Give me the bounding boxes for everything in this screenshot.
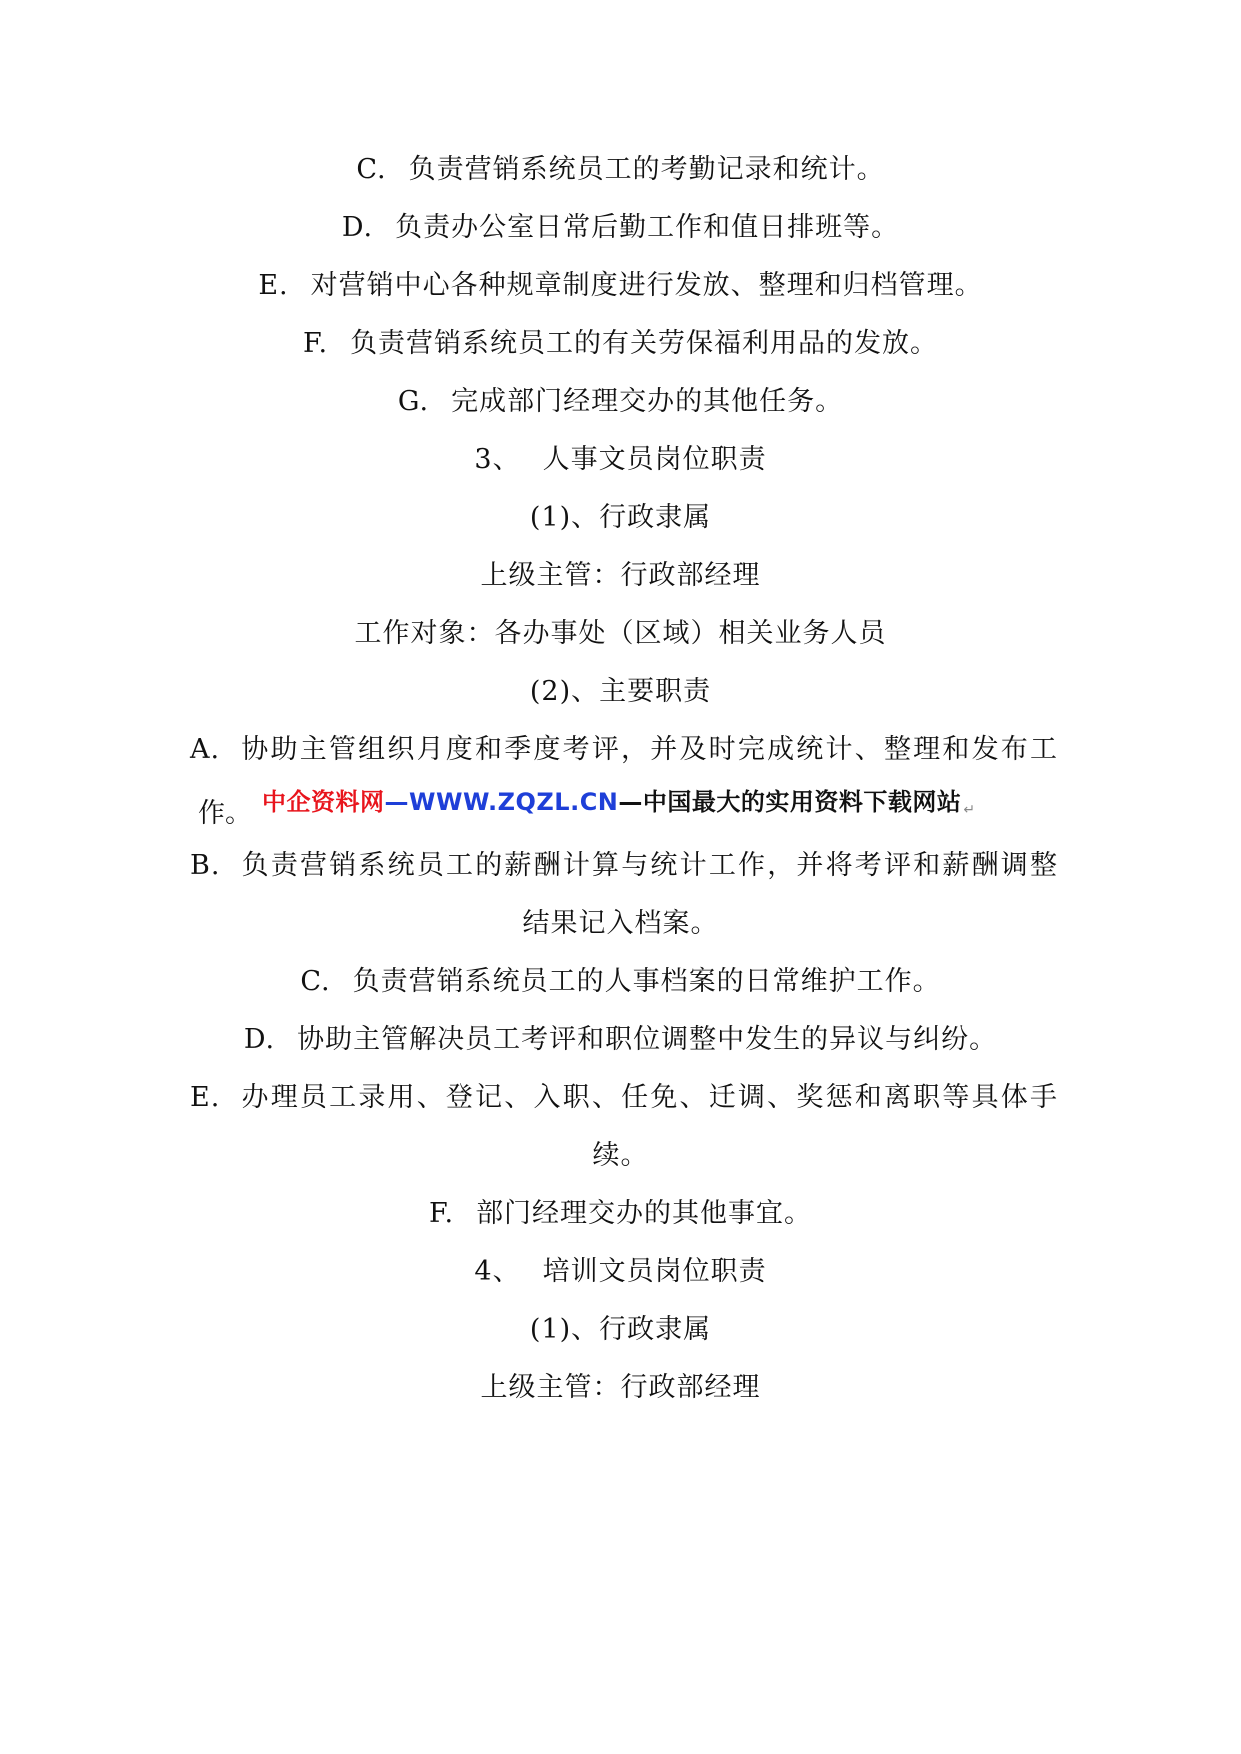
- watermark-dash: —: [384, 788, 409, 816]
- item-text: 办理员工录用、登记、入职、任免、迁调、奖惩和离职等具体手: [240, 1082, 1058, 1113]
- work-target-line: 工作对象：各办事处（区域）相关业务人员: [354, 618, 887, 649]
- section-number: 4、: [474, 1256, 521, 1287]
- section-heading-hr-clerk: [0, 442, 1241, 478]
- supervisor-line: 上级主管：行政部经理: [480, 1372, 761, 1403]
- item-label: E.: [258, 270, 289, 301]
- section-title: 培训文员岗位职责: [542, 1256, 767, 1287]
- watermark-banner: [262, 786, 976, 826]
- item-text: 负责营销系统员工的考勤记录和统计。: [408, 154, 885, 185]
- subheading-admin-affiliation: (1)、行政隶属: [529, 1314, 712, 1345]
- section-number: 3、: [474, 444, 521, 475]
- watermark-slogan: 中国最大的实用资料下载网站: [642, 788, 962, 816]
- item-g-other-tasks: [0, 384, 1241, 420]
- item-label: F.: [302, 328, 329, 359]
- item-d-logistics: [0, 210, 1241, 246]
- item-text: 负责营销系统员工的薪酬计算与统计工作，并将考评和薪酬调整: [240, 850, 1058, 881]
- section-title: 人事文员岗位职责: [542, 444, 767, 475]
- item-e-procedures: [190, 1080, 1058, 1116]
- watermark-dash: —: [618, 788, 643, 816]
- item-c-personnel-files: [0, 964, 1241, 1000]
- item-text: 部门经理交办的其他事宜。: [476, 1198, 813, 1229]
- item-label: C.: [300, 966, 331, 997]
- item-label: D.: [341, 212, 374, 243]
- item-a-continuation: 作。: [198, 798, 252, 829]
- item-b-payroll: [190, 848, 1058, 884]
- item-e-regulations: [0, 268, 1241, 304]
- item-label: F.: [428, 1198, 455, 1229]
- item-c-attendance: [0, 152, 1241, 188]
- subheading-admin-affiliation: (1)、行政隶属: [529, 502, 712, 533]
- item-label: B.: [190, 850, 221, 881]
- watermark-site-name: 中企资料网: [262, 788, 385, 816]
- item-text: 负责营销系统员工的有关劳保福利用品的发放。: [350, 328, 939, 359]
- item-f-other-matters: [0, 1196, 1241, 1232]
- paragraph-mark-icon: ↵: [963, 802, 976, 818]
- watermark-url: WWW.ZQZL.CN: [409, 788, 619, 816]
- item-f-welfare: [0, 326, 1241, 362]
- item-label: D.: [243, 1024, 276, 1055]
- item-text: 完成部门经理交办的其他任务。: [451, 386, 844, 417]
- item-text: 负责办公室日常后勤工作和值日排班等。: [395, 212, 900, 243]
- item-label: A.: [190, 734, 221, 765]
- supervisor-line: 上级主管：行政部经理: [480, 560, 761, 591]
- item-label: G.: [397, 386, 430, 417]
- item-label: E.: [190, 1082, 221, 1113]
- item-b-continuation: 结果记入档案。: [522, 908, 719, 939]
- item-a-appraisal: [190, 732, 1058, 768]
- item-text: 协助主管解决员工考评和职位调整中发生的异议与纠纷。: [297, 1024, 998, 1055]
- subheading-main-duties: (2)、主要职责: [529, 676, 712, 707]
- item-text: 负责营销系统员工的人事档案的日常维护工作。: [352, 966, 941, 997]
- section-heading-training-clerk: [0, 1254, 1241, 1290]
- item-text: 对营销中心各种规章制度进行发放、整理和归档管理。: [310, 270, 983, 301]
- item-e-continuation: 续。: [592, 1140, 649, 1171]
- item-d-disputes: [0, 1022, 1241, 1058]
- item-text: 协助主管组织月度和季度考评，并及时完成统计、整理和发布工: [240, 734, 1058, 765]
- item-label: C.: [356, 154, 387, 185]
